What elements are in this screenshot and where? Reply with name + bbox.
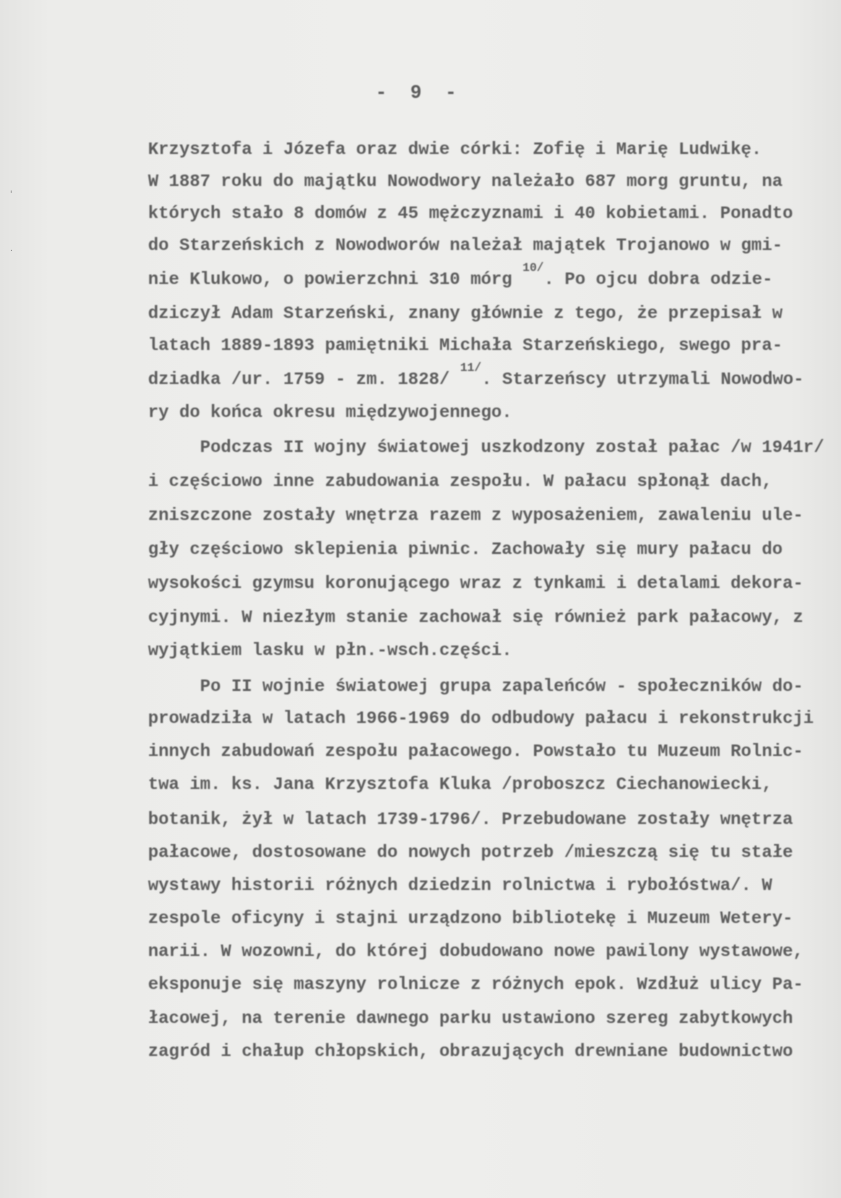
text-line (148, 677, 803, 697)
line-text: botanik, żył w latach 1739-1796/. Przebudowane zostały wnętrza (148, 810, 793, 830)
text-line (148, 975, 803, 995)
page-number: - 9 - (375, 82, 463, 104)
line-text: narii. W wozowni, do której dobudowano nowe pawilony wystawowe, (148, 942, 804, 962)
line-text: W 1887 roku do majątku Nowodwory należało 687 morg gruntu, na (148, 172, 783, 192)
text-line (148, 876, 772, 896)
line-text: prowadziła w latach 1966-1969 do odbudowy pałacu i rekonstrukcji (148, 709, 814, 729)
text-line (148, 336, 783, 356)
line-text: . Po ojcu dobra odzie- (543, 270, 773, 290)
line-text: i częściowo inne zabudowania zespołu. W pałacu spłonął dach, (148, 472, 773, 492)
line-text: łacowej, na terenie dawnego parku ustawiono szereg zabytkowych (148, 1009, 793, 1029)
line-text: zespole oficyny i stajni urządzono bibliotekę i Muzeum Wetery- (148, 909, 793, 929)
text-line (148, 574, 803, 594)
line-text: . Starzeńscy utrzymali Nowodwo- (481, 370, 804, 390)
text-line (148, 1009, 793, 1029)
line-text: cyjnymi. W niezłym stanie zachował się również park pałacowy, z (148, 608, 804, 628)
text-line (148, 261, 773, 290)
text-line (148, 942, 803, 962)
line-text: ry do końca okresu międzywojennego. (148, 403, 513, 423)
text-line (148, 909, 793, 929)
text-line (148, 403, 512, 423)
line-text: wyjątkiem lasku w płn.-wsch.części. (148, 641, 513, 661)
line-text: nie Klukowo, o powierzchni 310 mórg (148, 270, 523, 290)
text-line (148, 304, 783, 324)
line-text: latach 1889-1893 pamiętniki Michała Starzeńskiego, swego pra- (148, 336, 783, 356)
text-line (148, 472, 772, 492)
line-text: zniszczone zostały wnętrza razem z wyposażeniem, zawaleniu ule- (148, 506, 804, 526)
text-line (148, 140, 762, 160)
line-text: innych zabudowań zespołu pałacowego. Powstało tu Muzeum Rolnic- (148, 742, 804, 762)
line-text: zagród i chałup chłopskich, obrazujących drewniane budownictwo (148, 1042, 793, 1062)
line-text: do Starzeńskich z Nowodworów należał majątek Trojanowo w gmi- (148, 236, 783, 256)
line-text: Podczas II wojny światowej uszkodzony został pałac /w 1941r/ (148, 438, 825, 458)
text-line (148, 172, 783, 192)
line-text: wysokości gzymsu koronującego wraz z tynkami i detalami dekora- (148, 574, 804, 594)
text-line (148, 810, 793, 830)
text-line (148, 236, 783, 256)
line-text: wystawy historii różnych dziedzin rolnictwa i rybołóstwa/. W (148, 876, 773, 896)
line-text: pałacowe, dostosowane do nowych potrzeb /mieszczą się tu stałe (148, 843, 793, 863)
text-line (148, 361, 804, 390)
line-text: dziczył Adam Starzeński, znany głównie z tego, że przepisał w (148, 304, 783, 324)
line-text: twa im. ks. Jana Krzysztofa Kluka /proboszcz Ciechanowiecki, (148, 775, 773, 795)
text-line (148, 540, 783, 560)
line-text: dziadka /ur. 1759 - zm. 1828/ (148, 370, 461, 390)
text-line (148, 608, 803, 628)
scan-speck: ' (10, 190, 13, 200)
line-text: gły częściowo sklepienia piwnic. Zachowały się mury pałacu do (148, 540, 783, 560)
text-line (148, 775, 772, 795)
line-text: eksponuje się maszyny rolnicze z różnych epok. Wzdłuż ulicy Pa- (148, 975, 804, 995)
text-line (148, 843, 793, 863)
line-text: których stało 8 domów z 45 mężczyznami i 40 kobietami. Ponadto (148, 204, 793, 224)
text-line (148, 506, 803, 526)
scan-speck: . (10, 244, 13, 254)
footnote-ref: 10/ (522, 261, 544, 275)
text-line (148, 1042, 793, 1062)
line-text: Po II wojnie światowej grupa zapaleńców - społeczników do- (148, 677, 804, 697)
text-line (148, 204, 793, 224)
footnote-ref: 11/ (460, 361, 482, 375)
text-line (148, 641, 512, 661)
text-line (148, 438, 824, 458)
text-line (148, 742, 803, 762)
text-line (148, 709, 814, 729)
line-text: Krzysztofa i Józefa oraz dwie córki: Zofię i Marię Ludwikę. (148, 140, 762, 160)
